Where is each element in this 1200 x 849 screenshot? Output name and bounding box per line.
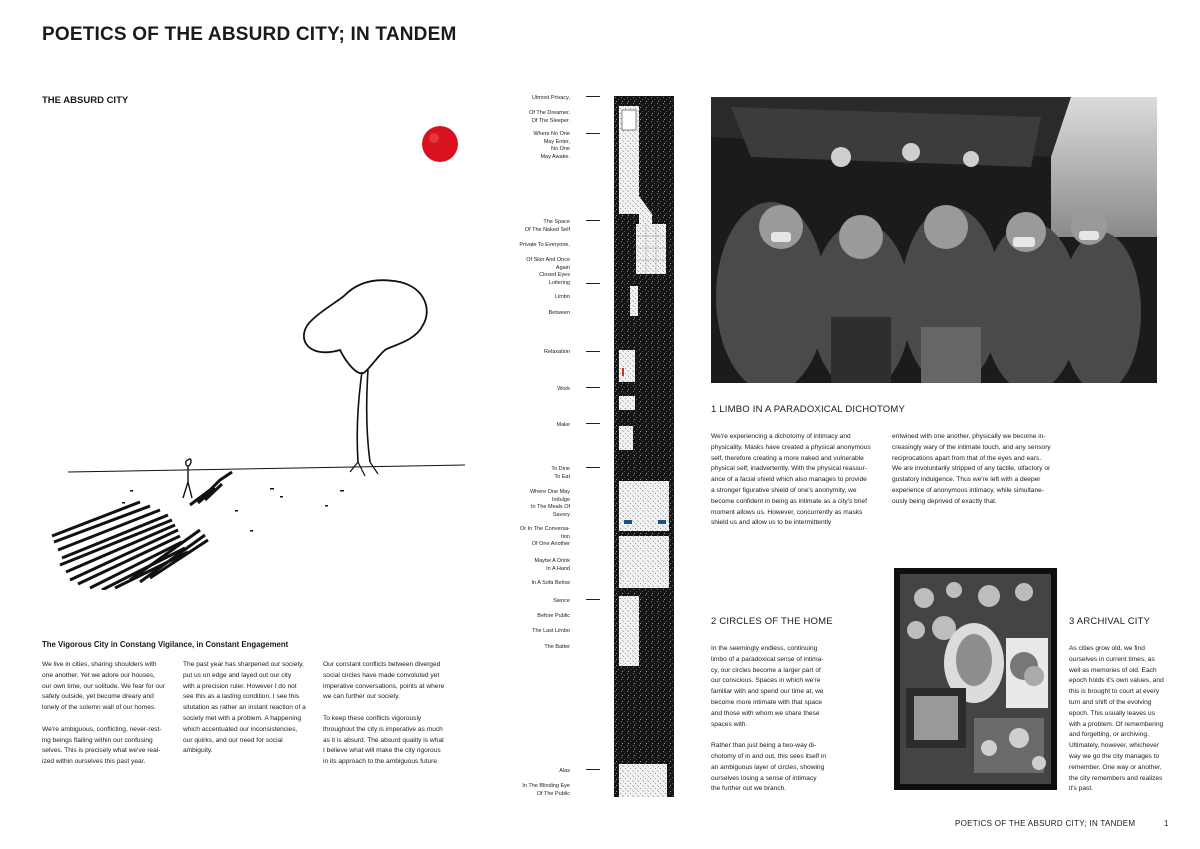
side-label: In A Sofa Below <box>531 580 570 586</box>
side-label: Work <box>557 386 570 392</box>
tick-mark <box>586 96 600 97</box>
limbo-column-2: entwined with one another, physically we become in- creasingly wary of the intimate touch, and any sensory reciprocations apart from that of the eyes and ears. We are involuntarily stripped of any tactile, olfactory or gustatory indulgence. Thus we're left with a deeper experience of anonymous intimacy, while simultane- ously being deprived of exactly that. <box>892 433 1051 505</box>
side-label: To Dine To Eat <box>551 466 570 480</box>
side-label: In The Blinding Eye Of The Public <box>522 783 570 797</box>
tick-mark <box>586 423 600 424</box>
crowd-photo <box>711 97 1157 383</box>
side-label: Utmost Privacy, <box>531 95 570 101</box>
limbo-column-1: We're experiencing a dichotomy of intimacy and physicality. Masks have created a physical anonymous self, therefore creating a more naked and vulnerable physical self; inadvertently. With the physical reassur- ance of a facial shield which also manages to provide a stronger figurative shield of one's anonymity, we become confident in being as intimate as a city's brief moment allows us. However, concurrently as masks shield us and allow us to be intermittently <box>711 433 871 527</box>
side-label: Make <box>556 422 570 428</box>
tick-mark <box>586 769 600 770</box>
side-label: The Batter <box>544 644 570 650</box>
circles-text: In the seemingly endless, continuing limbo of a paradoxical sense of intima- cy, our circles become a larger part of our conscious. Spaces in which we're familiar with and spend our time at, we become more intimate with that space and those with whom we share these spaces with. Rather than just being a two-way di- chotomy of in and out, this sees itself in an ambiguous layer of circles, showing ourselves losing a sense of intimacy the further out we branch. <box>711 645 827 793</box>
side-label: The Last Limbo <box>532 628 570 634</box>
section-heading-absurd-city: THE ABSURD CITY <box>42 95 129 106</box>
side-label: Sience <box>553 598 570 604</box>
tick-mark <box>586 351 600 352</box>
figure-drawing <box>183 459 192 498</box>
tick-mark <box>586 283 600 284</box>
tick-mark <box>586 599 600 600</box>
tick-mark <box>586 133 600 134</box>
tick-mark <box>586 387 600 388</box>
tick-mark <box>586 467 600 468</box>
side-label: Before Public <box>537 613 570 619</box>
vigorous-city-heading: The Vigorous City in Constang Vigilance, in Constant Engagement <box>42 640 289 649</box>
intro-column-1: We live in cities, sharing shoulders with one another. Yet we adore our houses, our own time, our solitude. We fear for our safety outside, yet become dreary and lonely of the solemn wall of our homes. We're ambiguous, conflicting, never-rest- ing beings flailing within our confusing selves. This is precisely what we've real- ized within ourselves this past year. <box>42 661 166 766</box>
side-label: Or In The Conversa- tion Of One Another <box>519 526 570 548</box>
side-label: Where No One May Enter, No One May Awake. <box>533 131 570 160</box>
archival-photo <box>894 568 1057 790</box>
red-sun <box>422 126 458 162</box>
side-label: Between <box>548 310 570 316</box>
side-label: Alas <box>559 768 570 774</box>
absurd-city-drawing <box>40 110 480 590</box>
intro-column-2: The past year has sharpened our society, put us on edge and layed out our city with a precision ruler. However I do not see this as a lasting condition. I see this situtation as rather an instant reaction of a society met with a problem. A happening which accentuated our inconsistencies, our quirks, and our need for social ambiguity. <box>183 661 306 755</box>
side-label: Maybe A Drink In A Hand <box>534 558 570 572</box>
side-label: Private To Everyone, <box>519 242 570 248</box>
page-title: POETICS OF THE ABSURD CITY; IN TANDEM <box>42 24 457 45</box>
circles-section-title: 2 CIRCLES OF THE HOME <box>711 616 833 627</box>
intro-column-3: Our constant conflicts between diverged social circles have made convoluted yet imperative conversations, points at where we can further our society. To keep these conflicts vigorously throughout the city is imperative as much as it is absurd. The absurd quality is what I believe what will make the city rigorous in its approach to the ambiguous future. <box>323 661 445 766</box>
page-number: 1 <box>1164 819 1169 828</box>
archival-section-title: 3 ARCHIVAL CITY <box>1069 616 1151 627</box>
side-label: Of The Dreamer, Of The Sleeper. <box>529 110 570 124</box>
tree-drawing <box>304 280 427 373</box>
section-strip-drawing <box>614 96 674 797</box>
scribble-shadow <box>52 502 208 590</box>
side-label: Where One May Indulge In The Meals Of Savory <box>529 489 570 518</box>
side-label: Relaxation <box>544 349 570 355</box>
side-label: The Space Of The Naked Self <box>524 219 570 233</box>
limbo-section-title: 1 LIMBO IN A PARADOXICAL DICHOTOMY <box>711 404 906 415</box>
side-label: Limbo <box>555 294 570 300</box>
footer-title: POETICS OF THE ABSURD CITY; IN TANDEM <box>955 819 1136 828</box>
archival-text: As cities grow old, we find ourselves in current times, as well as memories of old. Each epoch holds it's own values, and this is brought to court at every turn and shift of the evolving epoch. This usually leaves us with a problem. Of remembering and forgetting, or archiving. Ultimately, however, whichever way we go the city manages to remember. One way or another, the city remembers and realizes it's past. <box>1069 645 1164 793</box>
tick-mark <box>586 220 600 221</box>
side-label: Of Skin And Once Again Closed Eyes Loitering <box>526 257 570 286</box>
